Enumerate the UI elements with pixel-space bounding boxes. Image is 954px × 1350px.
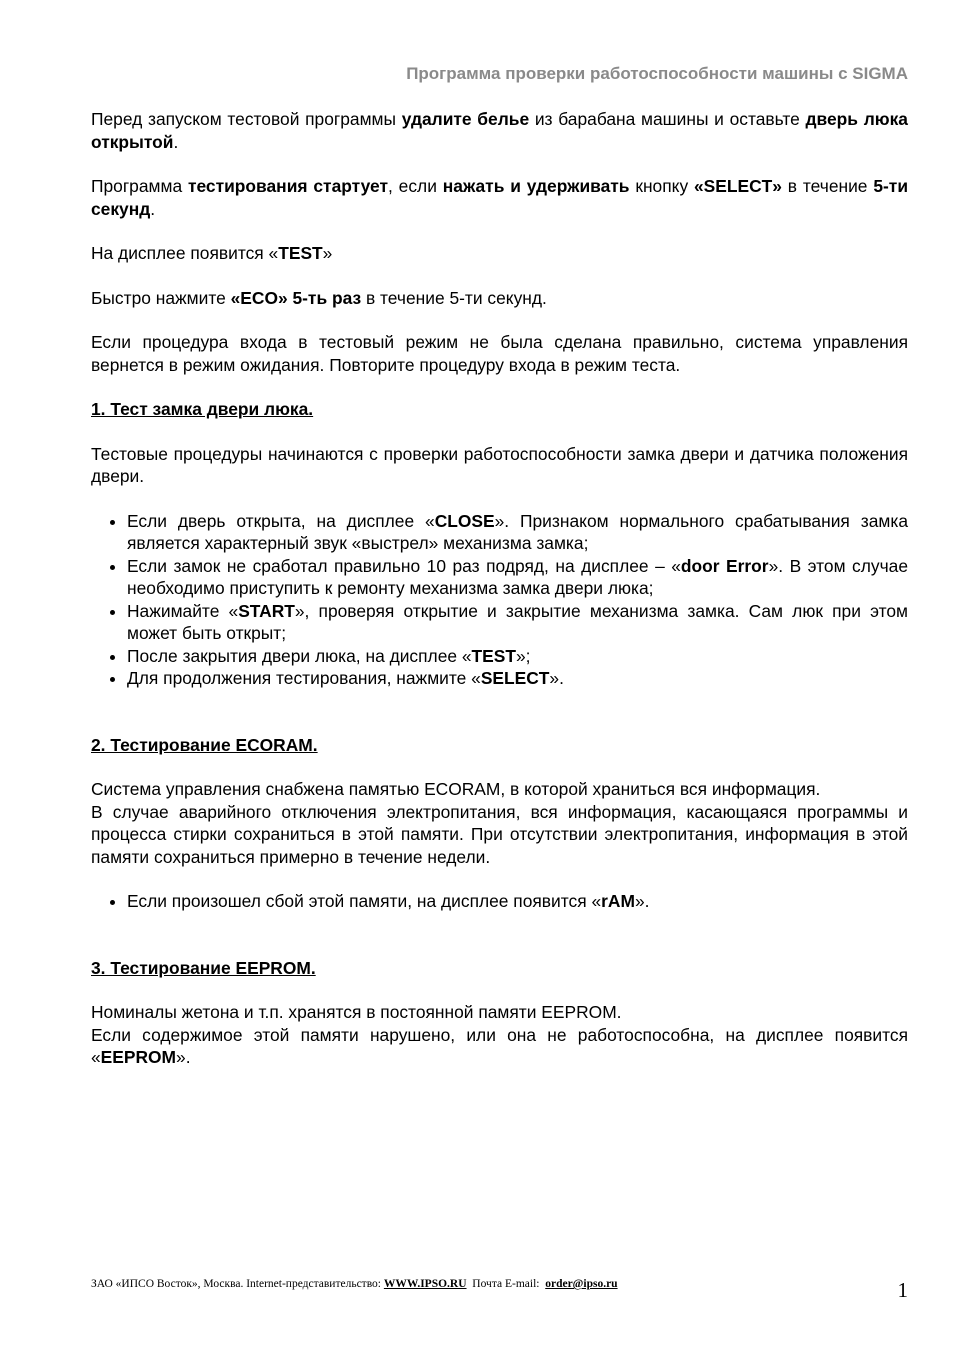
list-item: • Нажимайте «START», проверяя открытие и закрытие механизма замка. Сам люк при этом может быть открыт;	[127, 600, 908, 645]
intro-paragraph-3: На дисплее появится «TEST»	[91, 243, 333, 263]
list-item: • Для продолжения тестирования, нажмите «SELECT».	[127, 667, 908, 690]
document-body	[91, 108, 908, 1069]
section-3-title: 3. Тестирование EEPROM.	[91, 957, 316, 978]
section-1-paragraph: Тестовые процедуры начинаются с проверки работоспособности замка двери и датчика положения двери.	[91, 443, 908, 486]
list-item: • После закрытия двери люка, на дисплее «TEST»;	[127, 645, 908, 668]
list-item: • Если замок не сработал правильно 10 раз подряд, на дисплее – «door Error». В этом случае необходимо приступить к ремонту механизма замка двери люка;	[127, 555, 908, 600]
section-1-title: 1. Тест замка двери люка.	[91, 399, 314, 419]
section-3-line-1: Номиналы жетона и т.п. хранятся в постоянной памяти EEPROM.	[91, 1002, 622, 1022]
intro-paragraph-1: Перед запуском тестовой программы удалите белье из барабана машины и оставьте дверь люка открытой.	[91, 109, 908, 152]
section-3-line-2: Если содержимое этой памяти нарушено, или она не работоспособна, на дисплее появится «EEPROM».	[91, 1024, 908, 1067]
email-link[interactable]: order@ipso.ru	[545, 1278, 618, 1290]
intro-paragraph-4: Быстро нажмите «ECO» 5-ть раз в течение 5-ти секунд.	[91, 287, 547, 308]
intro-paragraph-2: Программа тестирования стартует, если нажать и удерживать кнопку «SELECT» в течение 5-ти секунд.	[91, 176, 909, 219]
page-footer: ЗАО «ИПСО Восток», Москва. Internet-представительство: WWW.IPSO.RU Почта E-mail: order@ipso.ru	[91, 1278, 618, 1290]
page-header: Программа проверки работоспособности машины с SIGMA	[406, 64, 908, 83]
section-2-list	[91, 890, 908, 913]
section-2-title: 2. Тестирование ECORAM.	[91, 734, 318, 755]
section-2-line-1: Система управления снабжена памятью ECORAM, в которой храниться вся информация.	[91, 779, 821, 799]
section-2-line-2: В случае аварийного отключения электропитания, вся информация, касающаяся программы и процесса стирки сохраниться в этой памяти. При отсутствии электропитания, информация в этой памяти сохраниться примерно в течение недели.	[91, 801, 908, 867]
section-1-list	[91, 510, 908, 690]
list-item: • Если произошел сбой этой памяти, на дисплее появится «rAM».	[127, 890, 908, 913]
list-item: • Если дверь открыта, на дисплее «CLOSE». Признаком нормального срабатывания замка является характерный звук «выстрел» механизма замка;	[127, 510, 908, 555]
intro-paragraph-5: Если процедура входа в тестовый режим не была сделана правильно, система управления вернется в режим ожидания. Повторите процедуру входа в режим теста.	[91, 332, 908, 375]
page-number: 1	[897, 1278, 908, 1302]
website-link[interactable]: WWW.IPSO.RU	[383, 1278, 467, 1290]
